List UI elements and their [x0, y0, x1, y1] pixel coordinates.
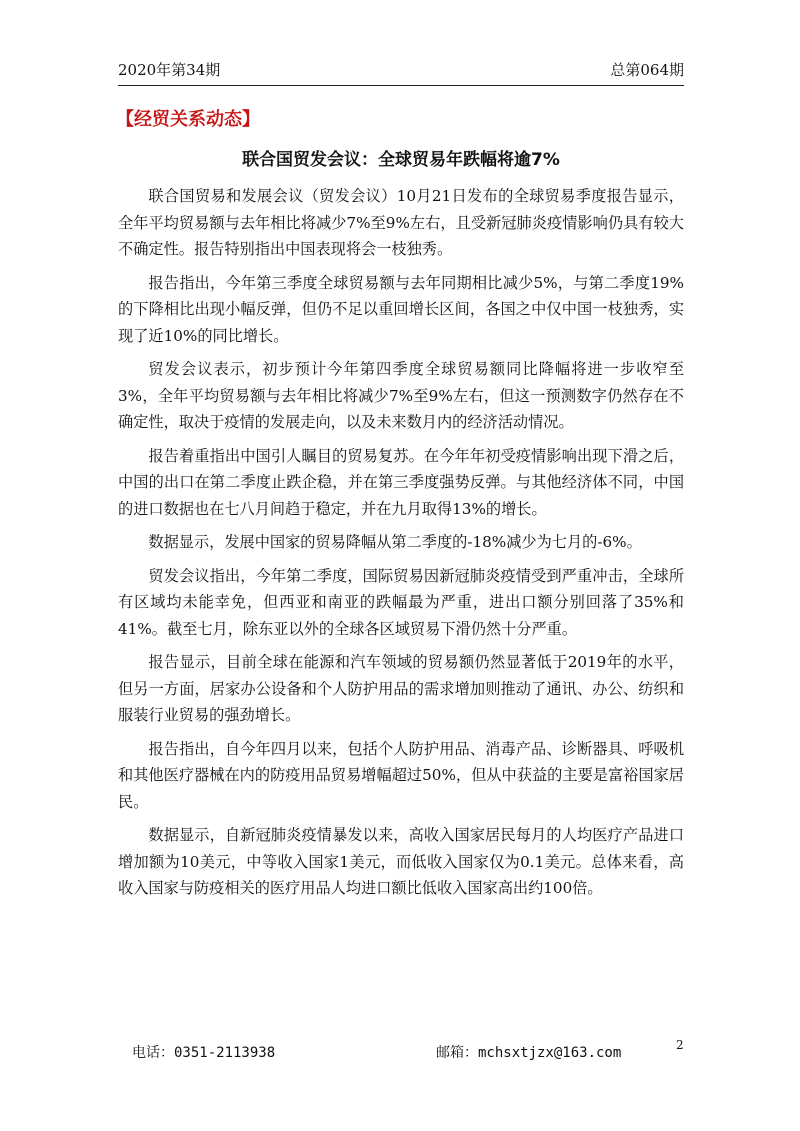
section-tag: 【经贸关系动态】	[116, 109, 260, 130]
header-divider	[118, 85, 684, 86]
page-number: 2	[676, 1038, 684, 1052]
article-title: 联合国贸发会议：全球贸易年跌幅将逾7%	[242, 150, 560, 170]
article-paragraph: 数据显示，发展中国家的贸易降幅从第二季度的-18%减少为七月的-6%。	[148, 533, 642, 551]
page-footer	[0, 1038, 800, 1066]
phone-number: 0351-2113938	[174, 1045, 276, 1061]
footer-email	[436, 1042, 621, 1062]
article-paragraph: 贸发会议指出，今年第二季度，国际贸易因新冠肺炎疫情受到严重冲击，全球所有区域均未能幸免，但西亚和南亚的跌幅最为严重，进出口额分别回落了35%和41%。截至七月，除东亚以外的全球各区域贸易下滑仍然十分严重。	[118, 566, 684, 638]
total-issue-number: 总第064期	[610, 61, 684, 79]
article-paragraph: 数据显示，自新冠肺炎疫情暴发以来，高收入国家居民每月的人均医疗产品进口增加额为10美元，中等收入国家1美元，而低收入国家仅为0.1美元。总体来看，高收入国家与防疫相关的医疗用品人均进口额比低收入国家高出约100倍。	[118, 826, 684, 897]
article-paragraph: 联合国贸易和发展会议（贸发会议）10月21日发布的全球贸易季度报告显示，全年平均贸易额与去年相比将减少7%至9%左右，且受新冠肺炎疫情影响仍具有较大不确定性。报告特别指出中国表现将会一枝独秀。	[118, 187, 684, 258]
phone-label: 电话：	[132, 1045, 174, 1061]
article-paragraph: 报告着重指出中国引人瞩目的贸易复苏。在今年年初受疫情影响出现下滑之后，中国的出口在第二季度止跌企稳，并在第三季度强势反弹。与其他经济体不同，中国的进口数据也在七八月间趋于稳定，并在九月取得13%的增长。	[118, 446, 684, 518]
email-label: 邮箱：	[436, 1045, 478, 1061]
page-header	[118, 60, 684, 86]
article-body	[118, 183, 684, 909]
footer-phone	[132, 1042, 275, 1062]
article-paragraph: 报告显示，目前全球在能源和汽车领域的贸易额仍然显著低于2019年的水平，但另一方面，居家办公设备和个人防护用品的需求增加则推动了通讯、办公、纺织和服装行业贸易的强劲增长。	[118, 653, 684, 724]
email-address: mchsxtjzx@163.com	[478, 1045, 622, 1061]
article-paragraph: 贸发会议表示，初步预计今年第四季度全球贸易额同比降幅将进一步收窄至3%，全年平均贸易额与去年相比将减少7%至9%左右，但这一预测数字仍然存在不确定性，取决于疫情的发展走向，以及未来数月内的经济活动情况。	[118, 360, 684, 431]
article-paragraph: 报告指出，自今年四月以来，包括个人防护用品、消毒产品、诊断器具、呼吸机和其他医疗器械在内的防疫用品贸易增幅超过50%，但从中获益的主要是富裕国家居民。	[118, 739, 684, 811]
issue-number: 2020年第34期	[118, 61, 221, 79]
article-paragraph: 报告指出，今年第三季度全球贸易额与去年同期相比减少5%，与第二季度19%的下降相比出现小幅反弹，但仍不足以重回增长区间，各国之中仅中国一枝独秀，实现了近10%的同比增长。	[118, 273, 684, 345]
